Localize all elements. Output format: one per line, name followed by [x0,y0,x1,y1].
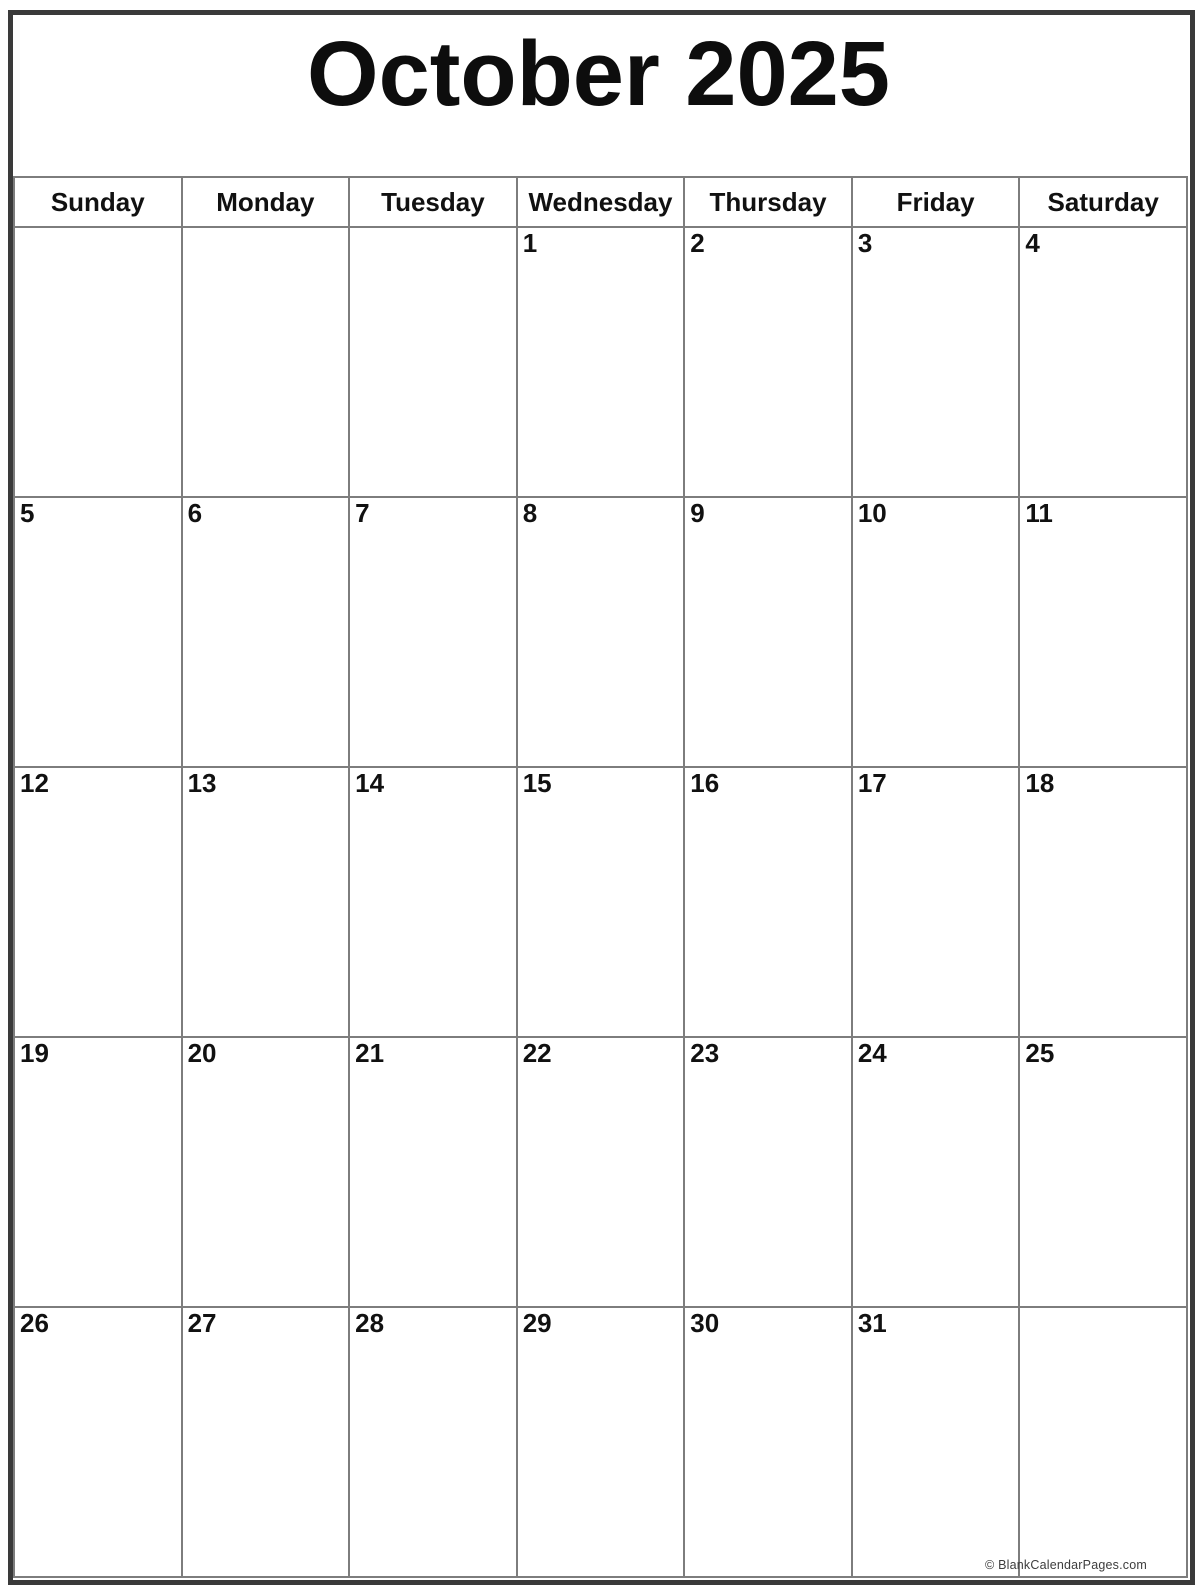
date-number: 19 [20,1038,49,1068]
date-number: 2 [690,228,705,258]
day-cell-3 [852,227,1020,497]
date-number: 1 [522,228,538,258]
date-number: 22 [522,1038,552,1068]
date-number: 25 [1025,1038,1055,1068]
date-number: 11 [1025,498,1053,528]
date-number: 28 [355,1308,385,1338]
day-cell-17 [852,767,1020,1037]
day-cell-20 [182,1037,350,1307]
day-cell-22 [517,1037,685,1307]
day-cell-23 [684,1037,852,1307]
date-number: 5 [20,498,35,528]
date-number: 14 [355,768,385,798]
day-cell-25 [1019,1037,1187,1307]
day-cell-empty [349,227,517,497]
day-header-thursday: Thursday [684,177,852,227]
week-row-5 [14,1307,1187,1577]
day-header-monday: Monday [182,177,350,227]
day-header-wednesday: Wednesday [517,177,685,227]
date-number: 30 [690,1308,720,1338]
day-header-tuesday: Tuesday [349,177,517,227]
week-row-1 [14,227,1187,497]
day-cell-10 [852,497,1020,767]
week-row-3 [14,767,1187,1037]
day-cell-empty [182,227,350,497]
date-number: 7 [355,498,370,528]
watermark: © BlankCalendarPages.com [984,1558,1147,1572]
day-cell-21 [349,1037,517,1307]
date-number: 21 [355,1038,385,1068]
date-number: 23 [690,1038,720,1068]
date-number: 31 [857,1308,887,1338]
date-number: 16 [690,768,720,798]
date-number: 12 [20,768,49,798]
day-cell-13 [182,767,350,1037]
calendar-grid [13,176,1188,1578]
day-cell-empty [1019,1307,1187,1577]
day-cell-19 [14,1037,182,1307]
week-row-4 [14,1037,1187,1307]
day-cell-8 [517,497,685,767]
date-number: 20 [187,1038,217,1068]
date-number: 3 [857,228,873,258]
date-number: 6 [187,498,203,528]
date-number: 26 [20,1308,49,1338]
day-cell-30 [684,1307,852,1577]
day-cell-12 [14,767,182,1037]
date-number: 27 [187,1308,217,1338]
date-number: 10 [857,498,887,528]
day-cell-11 [1019,497,1187,767]
day-cell-5 [14,497,182,767]
date-number: 15 [522,768,552,798]
date-number: 13 [187,768,217,798]
day-cell-6 [182,497,350,767]
date-number: 24 [857,1038,887,1068]
day-cell-4 [1019,227,1187,497]
week-row-2 [14,497,1187,767]
day-cell-1 [517,227,685,497]
day-cell-empty [14,227,182,497]
date-number: 4 [1025,228,1040,258]
day-header-row [14,177,1187,227]
day-header-friday: Friday [852,177,1020,227]
day-cell-28 [349,1307,517,1577]
day-header-saturday: Saturday [1019,177,1187,227]
day-cell-31 [852,1307,1020,1577]
day-cell-24 [852,1037,1020,1307]
day-cell-27 [182,1307,350,1577]
day-cell-14 [349,767,517,1037]
day-cell-15 [517,767,685,1037]
day-header-sunday: Sunday [14,177,182,227]
date-number: 8 [522,498,538,528]
day-cell-16 [684,767,852,1037]
date-number: 18 [1025,768,1055,798]
day-cell-29 [517,1307,685,1577]
date-number: 29 [522,1308,552,1338]
day-cell-2 [684,227,852,497]
day-cell-26 [14,1307,182,1577]
day-cell-9 [684,497,852,767]
day-cell-18 [1019,767,1187,1037]
month-title: October 2025 [307,23,890,125]
date-number: 17 [857,768,887,798]
day-cell-7 [349,497,517,767]
date-number: 9 [690,498,705,528]
